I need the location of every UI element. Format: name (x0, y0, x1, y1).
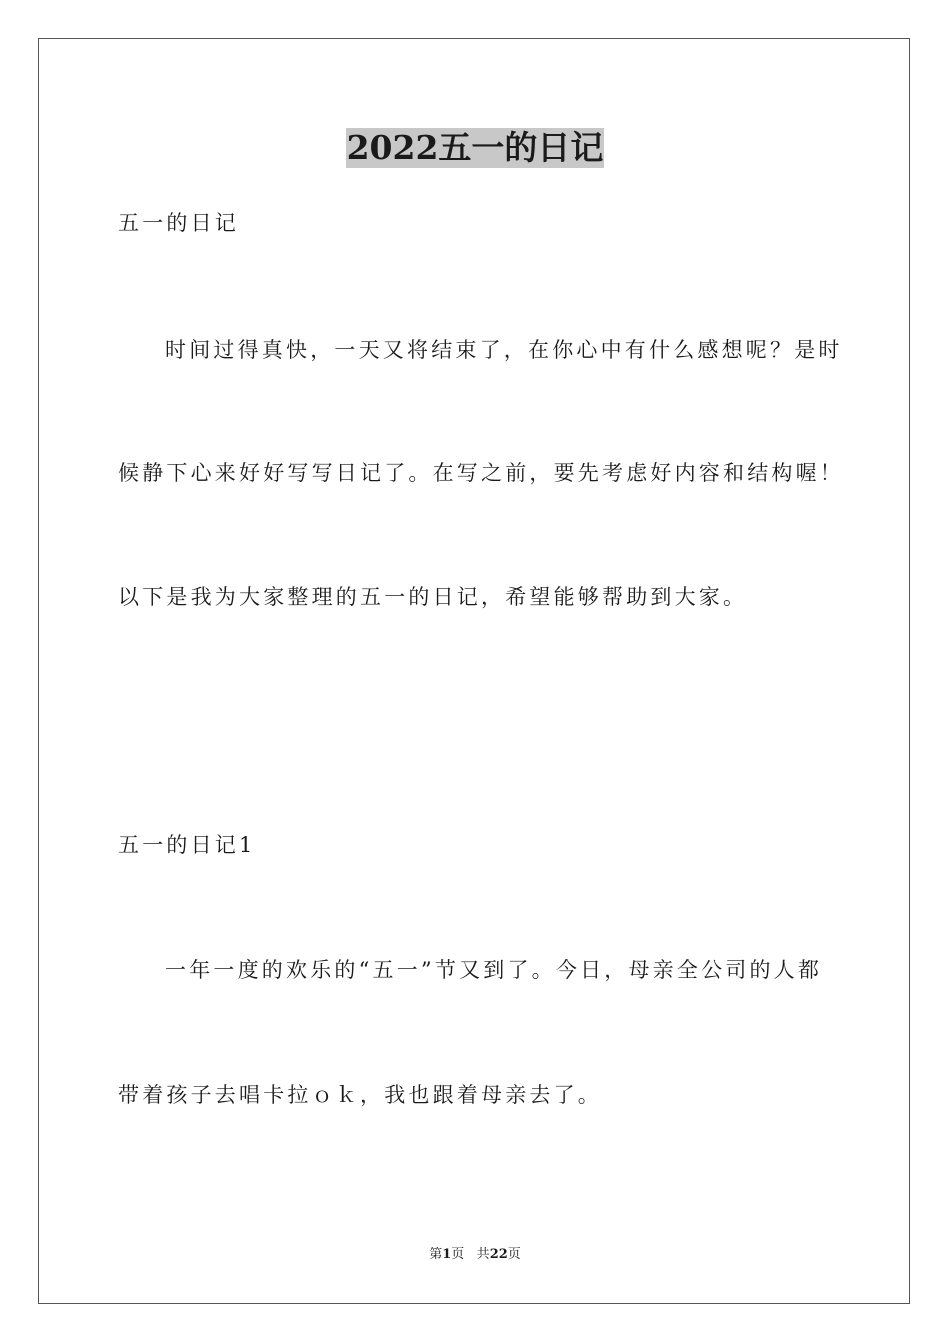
footer-page-unit: 页 (451, 1247, 465, 1262)
intro-line-3: 以下是我为大家整理的五一的日记，希望能够帮助到大家。 (118, 585, 748, 609)
footer-total-prefix: 共 (476, 1247, 490, 1262)
document-title: 2022五一的日记 (346, 128, 604, 167)
page-footer (0, 1246, 950, 1264)
intro-line-2: 候静下心来好好写写日记了。在写之前，要先考虑好内容和结构喔！ (118, 461, 844, 485)
section1-line-2: 带着孩子去唱卡拉ｏｋ，我也跟着母亲去了。 (118, 1083, 602, 1107)
footer-total-unit: 页 (507, 1247, 521, 1262)
footer-total-pages: 22 (489, 1247, 508, 1262)
footer-prefix: 第 (429, 1247, 443, 1262)
section1-line-1: 一年一度的欢乐的“五一”节又到了。今日，母亲全公司的人都 (165, 958, 823, 982)
section1-heading: 五一的日记1 (118, 833, 256, 857)
footer-current-page: 1 (442, 1247, 452, 1262)
intro-line-1: 时间过得真快，一天又将结束了，在你心中有什么感想呢？是时 (165, 338, 843, 362)
document-title-wrapper (0, 128, 950, 168)
subtitle: 五一的日记 (118, 211, 239, 235)
